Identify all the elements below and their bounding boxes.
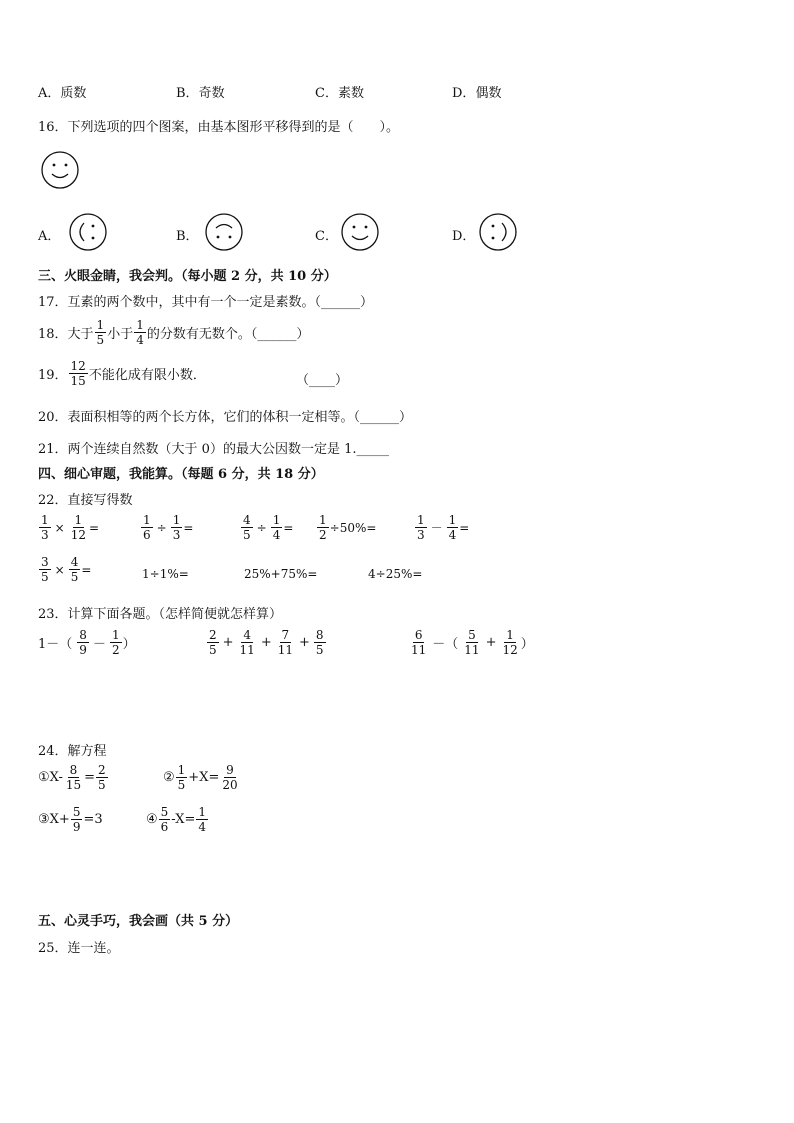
q16-label-a: A．: [38, 229, 61, 244]
q15-option-b: B．奇数: [176, 86, 225, 101]
face-rotated-right-icon: [478, 212, 518, 252]
q24-eq-1: ①X- $\frac{8}{15}$ = $\frac{2}{5}$: [38, 763, 106, 792]
face-rotated-left-icon: [68, 212, 108, 252]
q17-text: 17．互素的两个数中，其中有一个一定是素数。（______）: [38, 295, 374, 310]
q16-text: 16．下列选项的四个图案，由基本图形平移得到的是（ ）。: [38, 120, 400, 135]
section4-title: 四、细心审题，我能算。（每题 6 分，共 18 分）: [38, 467, 324, 482]
q15-option-c: C．素数: [315, 86, 364, 101]
q22-item-1: $\frac{1}{3}$ × $\frac{1}{12}$ =: [41, 513, 100, 542]
q22-item-4: $\frac{1}{2}$ ÷50%=: [319, 513, 377, 542]
q23-expr-2: $\frac{2}{5}$ + $\frac{4}{11}$ + $\frac{7}{11}$ + $\frac{8}{5}$: [209, 628, 324, 657]
smiley-face-icon: [340, 212, 380, 252]
q22-item-3: $\frac{4}{5}$ ÷ $\frac{1}{4}$ =: [243, 513, 294, 542]
q25-text: 25．连一连。: [38, 941, 120, 956]
q22-item-8: 25%+75%=: [244, 567, 318, 581]
q22-item-6: $\frac{3}{5}$ × $\frac{4}{5}$ =: [41, 555, 92, 584]
q19-answer-blank: （____）: [296, 373, 349, 388]
q22-item-9: 4÷25%=: [368, 567, 423, 581]
section3-title: 三、火眼金睛，我会判。（每小题 2 分，共 10 分）: [38, 269, 337, 284]
q15-option-a: A．质数: [38, 86, 87, 101]
q15-option-d: D．偶数: [452, 86, 502, 101]
q20-text: 20．表面积相等的两个长方体，它们的体积一定相等。（______）: [38, 410, 413, 425]
section5-title: 五、心灵手巧，我会画（共 5 分）: [38, 914, 239, 929]
q22-item-5: $\frac{1}{3}$ － $\frac{1}{4}$ =: [417, 513, 470, 542]
smiley-face-icon: [40, 150, 80, 190]
q22-text: 22．直接写得数: [38, 493, 133, 508]
q18-text: 18．大于 $\frac{1}{5}$ 小于 $\frac{1}{4}$ 的分数有无数个。（______）: [38, 318, 310, 347]
q22-item-2: $\frac{1}{6}$ ÷ $\frac{1}{3}$ =: [143, 513, 194, 542]
q16-label-c: C．: [315, 229, 338, 244]
fraction: $\frac{12}{15}$: [70, 359, 86, 388]
q23-text: 23．计算下面各题。（怎样简便就怎样算）: [38, 607, 283, 622]
q19-text: 19． $\frac{12}{15}$ 不能化成有限小数．: [38, 359, 206, 388]
fraction: $\frac{1}{4}$: [136, 318, 144, 347]
q23-expr-1: 1－（ $\frac{8}{9}$ － $\frac{1}{2}$ ）: [38, 628, 136, 657]
q22-item-7: 1÷1%=: [142, 567, 189, 581]
q16-label-d: D．: [452, 229, 476, 244]
q23-expr-3: $\frac{6}{11}$ －（ $\frac{5}{11}$ + $\frac{1}{12}$ ）: [411, 628, 534, 657]
q24-eq-4: ④ $\frac{5}{6}$ -X= $\frac{1}{4}$: [146, 805, 207, 834]
q16-label-b: B．: [176, 229, 199, 244]
face-upside-down-icon: [204, 212, 244, 252]
q24-text: 24．解方程: [38, 744, 107, 759]
q24-eq-2: ② $\frac{1}{5}$ +X= $\frac{9}{20}$: [163, 763, 238, 792]
q24-eq-3: ③X+ $\frac{5}{9}$ =3: [38, 805, 103, 834]
q21-text: 21．两个连续自然数（大于 0）的最大公因数一定是 1._____: [38, 442, 389, 457]
fraction: $\frac{1}{5}$: [96, 318, 105, 347]
